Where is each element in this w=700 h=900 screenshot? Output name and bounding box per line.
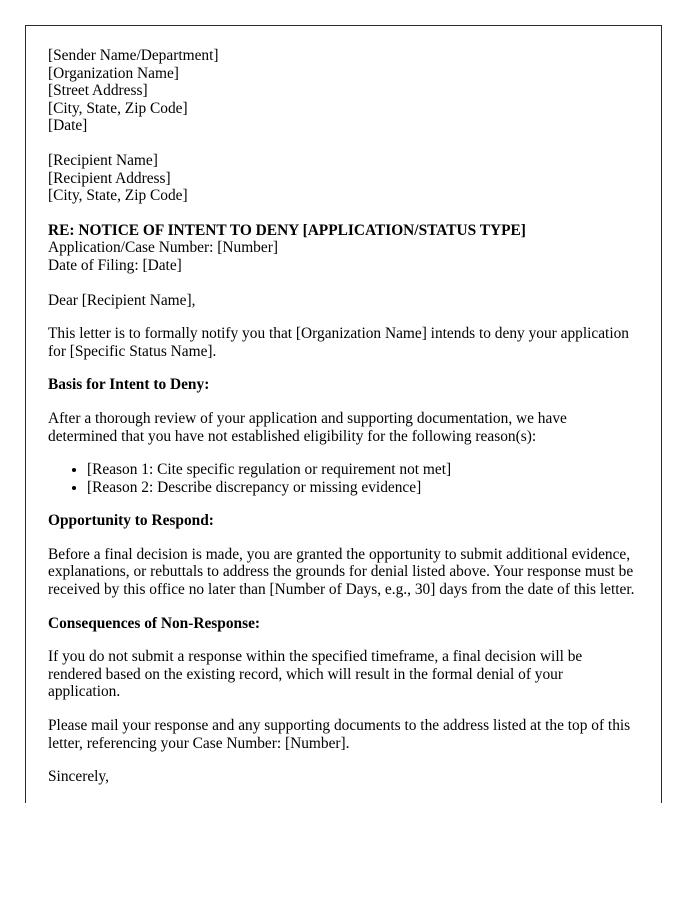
case-number-line: Application/Case Number: [Number] xyxy=(48,239,278,257)
sender-name-line: [Sender Name/Department] xyxy=(48,47,219,64)
recipient-name-line: [Recipient Name] xyxy=(48,151,158,169)
section-paragraph-consequences: If you do not submit a response within the specified timeframe, a final decision will be rendered based on the existing record, which will result in the formal denial of your application. xyxy=(48,648,583,701)
recipient-address-line: [Recipient Address] xyxy=(48,169,171,187)
sender-organization-line: [Organization Name] xyxy=(48,64,179,82)
list-item: • [Reason 1: Cite specific regulation or requirement not met] xyxy=(87,461,635,479)
recipient-address-block xyxy=(48,152,635,205)
recipient-city-state-zip-line: [City, State, Zip Code] xyxy=(48,187,188,205)
list-item: • [Reason 2: Describe discrepancy or missing evidence] xyxy=(87,479,635,497)
section-heading-basis: Basis for Intent to Deny: xyxy=(48,376,210,394)
intro-paragraph: This letter is to formally notify you that [Organization Name] intends to deny your application for [Specific Status Name]. xyxy=(48,325,630,360)
closing-salutation: Sincerely, xyxy=(48,768,109,786)
mailing-instructions-paragraph: Please mail your response and any supporting documents to the address listed at the top of this letter, referencing your Case Number: [Number]. xyxy=(48,717,631,752)
section-paragraph-opportunity: Before a final decision is made, you are granted the opportunity to submit additional evidence, explanations, or rebuttals to address the grounds for denial listed above. Your response must be received by this office no later than [Number of Days, e.g., 30] days from the date of this letter. xyxy=(48,545,635,599)
document-page xyxy=(25,25,662,803)
reasons-list xyxy=(48,461,635,496)
sender-street-line: [Street Address] xyxy=(48,82,148,100)
sender-date-line: [Date] xyxy=(48,117,88,135)
re-subject-line: RE: NOTICE OF INTENT TO DENY [APPLICATION/STATUS TYPE] xyxy=(48,221,526,239)
section-heading-consequences: Consequences of Non-Response: xyxy=(48,614,261,632)
section-heading-opportunity: Opportunity to Respond: xyxy=(48,512,214,530)
letter-body xyxy=(48,47,635,786)
spacer-after-subject xyxy=(48,275,635,292)
salutation: Dear [Recipient Name], xyxy=(48,291,196,309)
sender-city-state-zip-line: [City, State, Zip Code] xyxy=(48,99,188,117)
section-paragraph-basis: After a thorough review of your application and supporting documentation, we have determined that you have not established eligibility for the following reason(s): xyxy=(48,409,567,445)
subject-block xyxy=(48,222,635,275)
sender-address-block xyxy=(48,47,635,135)
date-of-filing-line: Date of Filing: [Date] xyxy=(48,256,182,274)
